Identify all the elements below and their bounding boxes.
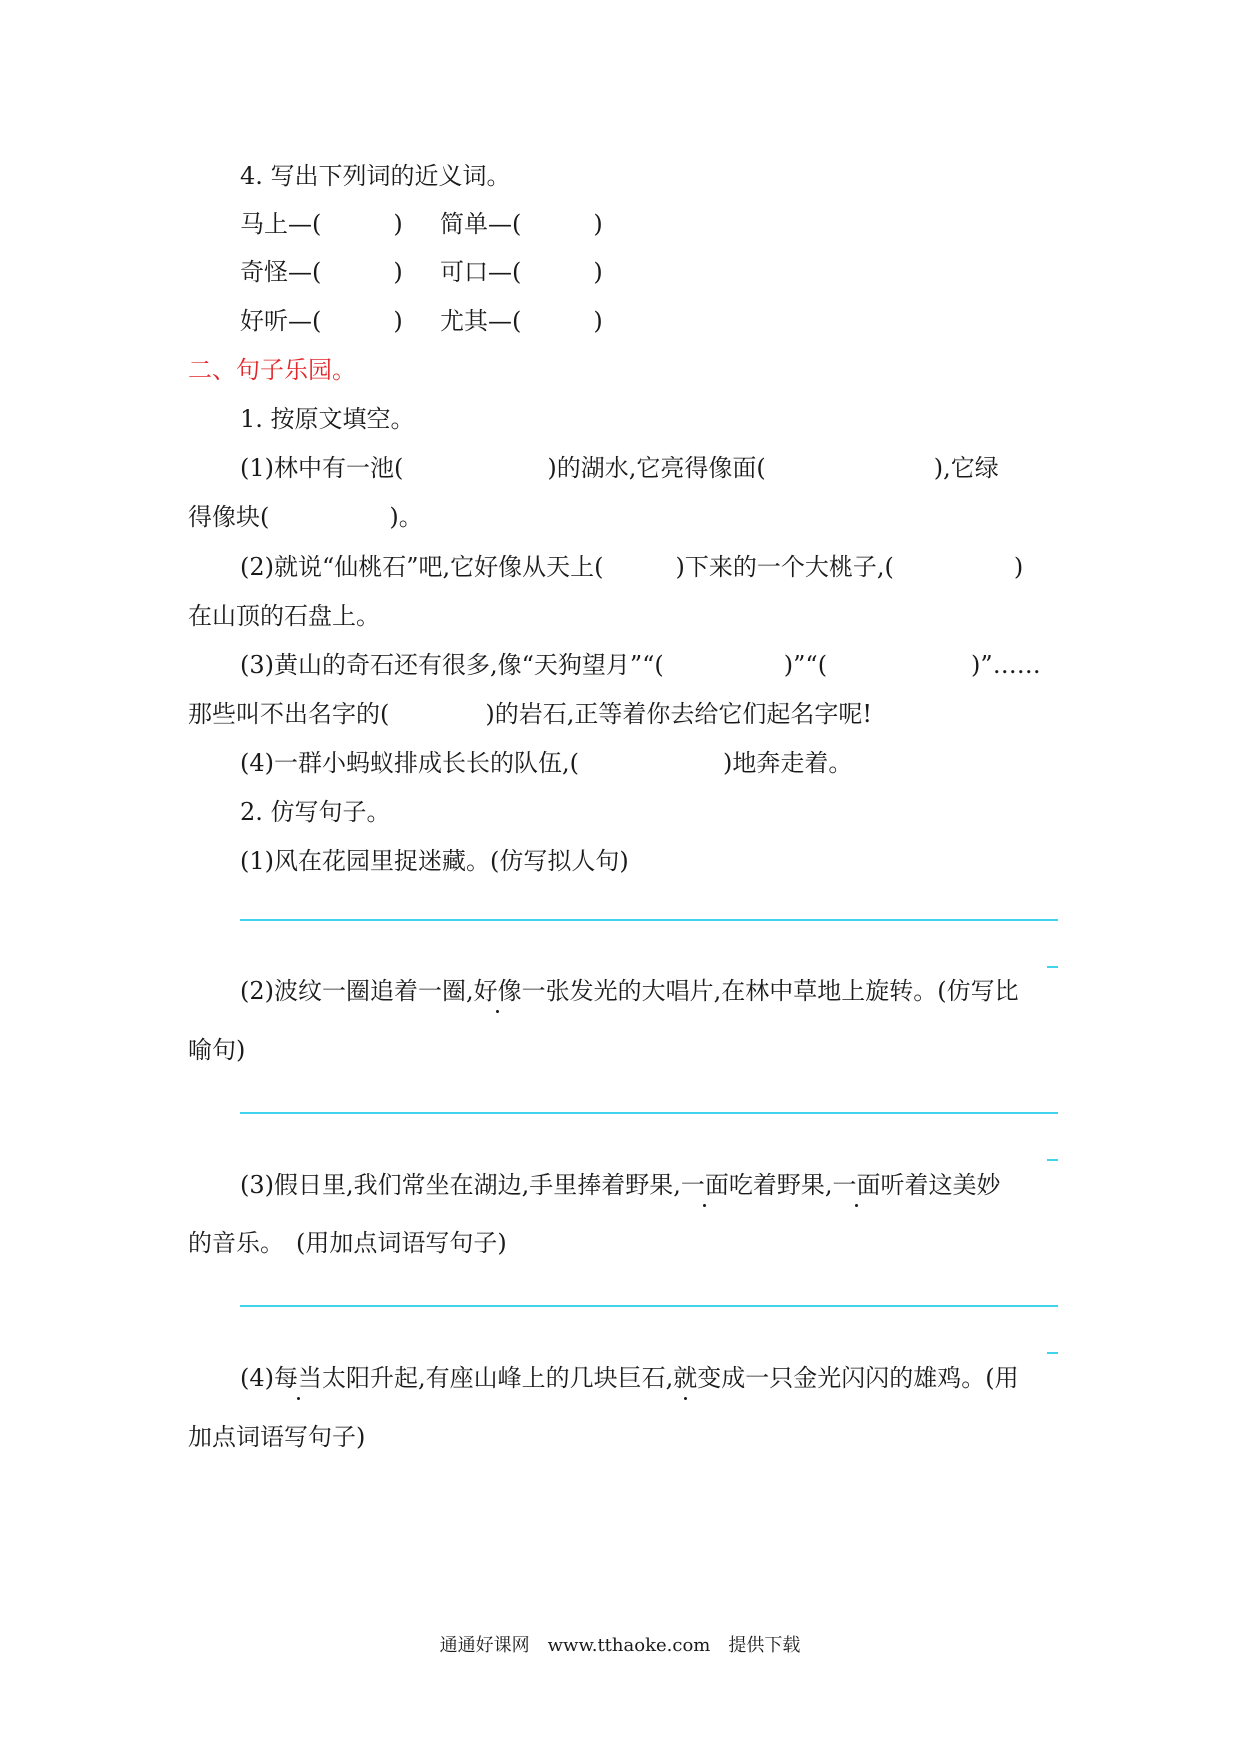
sentence-text: 太阳升起,有座山峰上的几块巨石,: [322, 1364, 674, 1392]
imitate-item-2: [240, 975, 1019, 1007]
imitate-item-1: (1)风在花园里捉迷藏。(仿写拟人句): [240, 847, 629, 875]
fill-item-2-cont: 在山顶的石盘上。: [188, 602, 380, 630]
answer-line: [240, 1112, 1058, 1114]
fill-item-4: (4)一群小蚂蚁排成长长的队伍,( )地奔走着。: [240, 749, 853, 777]
fill-title: 1. 按原文填空。: [240, 405, 415, 433]
sentence-text: (4): [240, 1364, 274, 1392]
fill-item-1: (1)林中有一池( )的湖水,它亮得像面( ),它绿: [240, 454, 999, 482]
dotted-word: 好像: [473, 977, 522, 1005]
synonym-item: 尤其—( ): [440, 307, 603, 335]
synonym-item: 可口—( ): [440, 258, 603, 286]
sentence-text: (3)假日里,我们常坐在湖边,手里捧着野果,: [240, 1171, 681, 1199]
dotted-word: 一面: [680, 1171, 729, 1199]
dotted-word: 一面: [832, 1171, 881, 1199]
answer-line: [240, 1305, 1058, 1307]
sentence-text: 一张发光的大唱片,在林中草地上旋转。(仿写比: [521, 977, 1019, 1005]
dotted-word: 就: [673, 1364, 698, 1392]
fill-item-1-cont: 得像块( )。: [188, 503, 423, 531]
answer-line-mark: [1047, 1159, 1058, 1161]
sentence-text: 吃着野果,: [728, 1171, 833, 1199]
footer-credit: 通通好课网 www.tthaoke.com 提供下载: [439, 1635, 801, 1656]
imitate-item-4: [240, 1362, 1019, 1394]
dotted-word: 每当: [274, 1364, 322, 1392]
sentence-text: 听着这美妙: [880, 1171, 1001, 1199]
fill-item-2: (2)就说“仙桃石”吧,它好像从天上( )下来的一个大桃子,( ): [240, 553, 1024, 581]
fill-item-3: (3)黄山的奇石还有很多,像“天狗望月”“( )”“( )”……: [240, 651, 1041, 679]
synonym-item: 好听—( ): [240, 307, 403, 335]
imitate-title: 2. 仿写句子。: [240, 798, 391, 826]
sentence-text: 变成一只金光闪闪的雄鸡。(用: [697, 1364, 1019, 1392]
imitate-item-3-cont: 的音乐。 (用加点词语写句子): [188, 1229, 507, 1257]
synonym-item: 奇怪—( ): [240, 258, 403, 286]
imitate-item-2-cont: 喻句): [188, 1036, 246, 1064]
question-4-title: 4. 写出下列词的近义词。: [240, 162, 511, 190]
synonym-item: 简单—( ): [440, 210, 603, 238]
answer-line: [240, 919, 1058, 921]
sentence-text: (2)波纹一圈追着一圈,: [240, 977, 474, 1005]
synonym-item: 马上—( ): [240, 210, 403, 238]
answer-line-mark: [1047, 966, 1058, 968]
imitate-item-4-cont: 加点词语写句子): [188, 1423, 366, 1451]
answer-line-mark: [1047, 1352, 1058, 1354]
section-heading: 二、句子乐园。: [188, 356, 356, 384]
fill-item-3-cont: 那些叫不出名字的( )的岩石,正等着你去给它们起名字呢!: [188, 700, 872, 728]
imitate-item-3: [240, 1169, 1001, 1201]
